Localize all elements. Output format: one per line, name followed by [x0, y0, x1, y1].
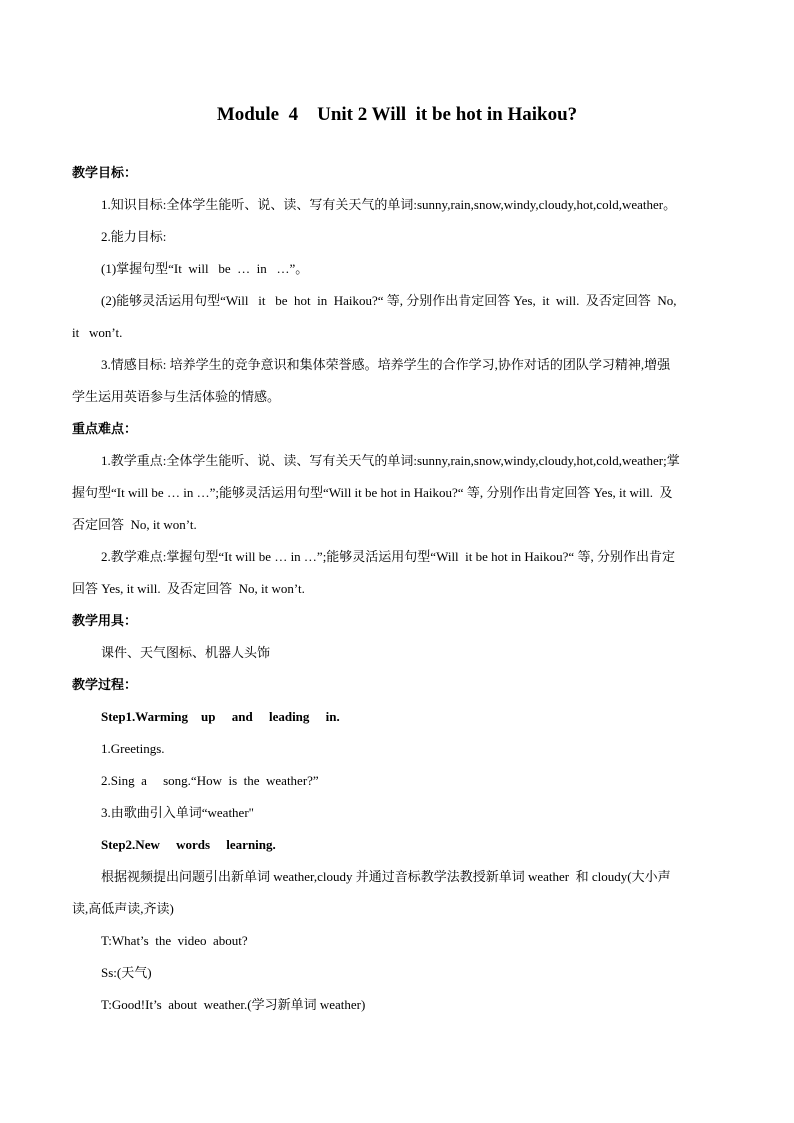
dialog-students-answer: Ss:(天气): [101, 965, 152, 980]
goals-item-ability-2: (2)能够灵活运用句型“Will it be hot in Haikou?“ 等, 分别作出肯定回答 Yes, it will. 及否定回答 No,: [101, 293, 677, 308]
key-point-focus-cont-2: 否定回答 No, it won’t.: [72, 517, 197, 532]
dialog-teacher-question: T:What’s the video about?: [101, 933, 248, 948]
step2-paragraph-cont: 读,高低声读,齐读): [72, 901, 174, 916]
tools-list: 课件、天气图标、机器人头饰: [101, 645, 271, 660]
step1-item-greetings: 1.Greetings.: [101, 741, 165, 756]
key-point-difficulty-cont: 回答 Yes, it will. 及否定回答 No, it won’t.: [72, 581, 305, 596]
step1-heading: Step1.Warming up and leading in.: [101, 709, 340, 724]
tools-heading: 教学用具：: [72, 613, 138, 628]
key-point-focus: 1.教学重点:全体学生能听、说、读、写有关天气的单词:sunny,rain,snow,windy,cloudy,hot,cold,weather;掌: [101, 453, 680, 468]
step2-heading: Step2.New words learning.: [101, 837, 276, 852]
key-point-focus-cont-1: 握句型“It will be … in …”;能够灵活运用句型“Will it be hot in Haikou?“ 等, 分别作出肯定回答 Yes, it will. 及: [72, 485, 673, 500]
goals-item-emotion: 3.情感目标: 培养学生的竞争意识和集体荣誉感。培养学生的合作学习,协作对话的团队学习精神,增强: [101, 357, 671, 372]
process-heading: 教学过程：: [72, 677, 138, 692]
page-title: Module 4 Unit 2 Will it be hot in Haikou?: [216, 104, 578, 125]
step2-paragraph: 根据视频提出问题引出新单词 weather,cloudy 并通过音标教学法教授新单词 weather 和 cloudy(大小声: [101, 869, 671, 884]
dialog-teacher-response: T:Good!It’s about weather.(学习新单词 weather): [101, 997, 366, 1012]
key-point-difficulty: 2.教学难点:掌握句型“It will be … in …”;能够灵活运用句型“Will it be hot in Haikou?“ 等, 分别作出肯定: [101, 549, 675, 564]
goals-item-ability: 2.能力目标:: [101, 229, 167, 244]
goals-item-ability-2-cont: it won’t.: [72, 325, 123, 340]
step1-item-song: 2.Sing a song.“How is the weather?”: [101, 773, 319, 788]
step1-item-introduce: 3.由歌曲引入单词“weather": [101, 805, 254, 820]
goals-item-ability-1: (1)掌握句型“It will be … in …”。: [101, 261, 309, 276]
goals-heading: 教学目标：: [72, 165, 138, 180]
goals-item-emotion-cont: 学生运用英语参与生活体验的情感。: [72, 389, 281, 404]
goals-item-knowledge: 1.知识目标:全体学生能听、说、读、写有关天气的单词:sunny,rain,snow,windy,cloudy,hot,cold,weather。: [101, 197, 677, 212]
key-points-heading: 重点难点：: [72, 421, 138, 436]
